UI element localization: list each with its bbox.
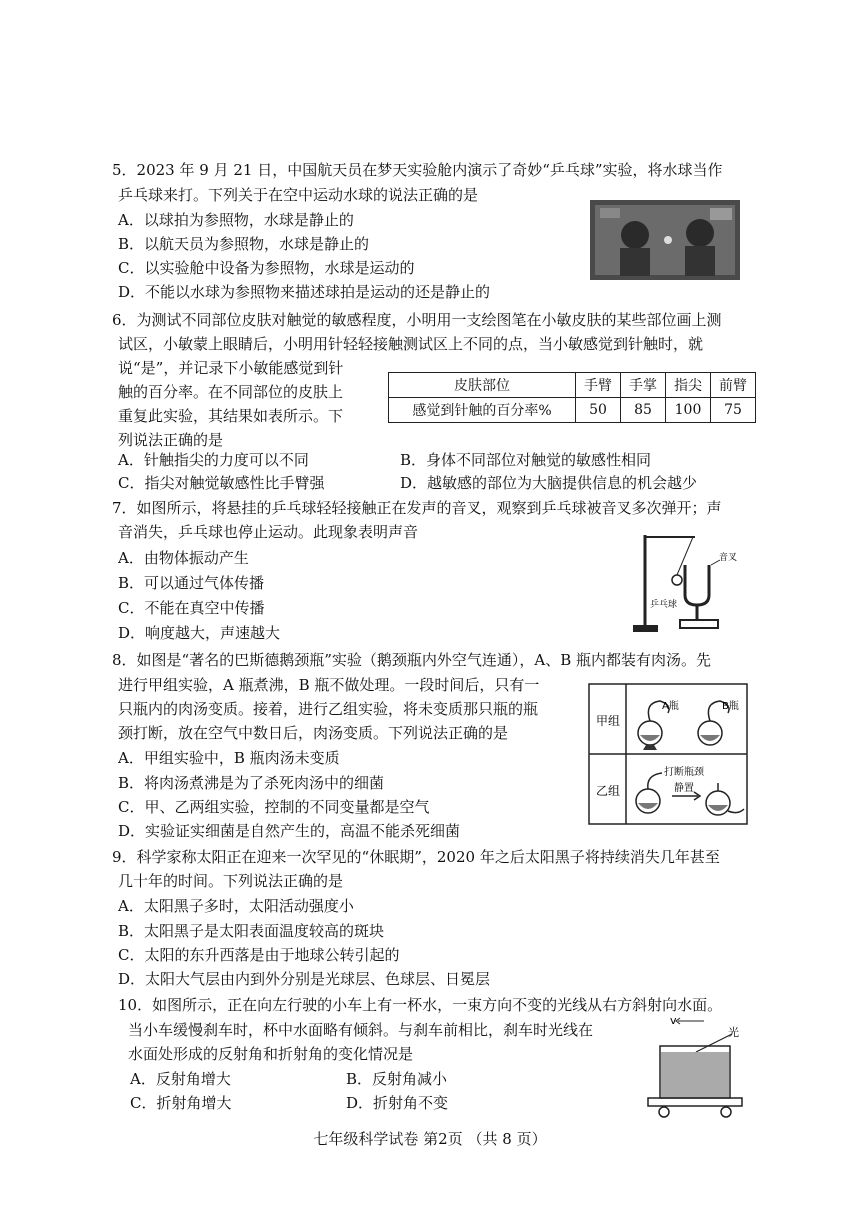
table-header-cell: 指尖 — [666, 373, 711, 398]
q7-stem-line1: 7．如图所示，将悬挂的乒乓球轻轻接触正在发声的音叉，观察到乒乓球被音叉多次弹开；声 — [112, 499, 722, 517]
q8-option-c: C．甲、乙两组实验，控制的不同变量都是空气 — [118, 798, 430, 816]
q8-stem-line3: 只瓶内的肉汤变质。接着，进行乙组实验，将未变质那只瓶的瓶 — [118, 700, 539, 718]
q5-stem-line2: 乒乓球来打。下列关于在空中运动水球的说法正确的是 — [118, 186, 479, 204]
swan-neck-flask-diagram — [588, 683, 748, 825]
q8-option-b: B．将肉汤煮沸是为了杀死肉汤中的细菌 — [118, 774, 385, 792]
page-footer: 七年级科学试卷 第2页 （共 8 页） — [313, 1130, 547, 1148]
q9-option-d: D．太阳大气层由内到外分别是光球层、色球层、日冕层 — [118, 970, 491, 988]
bottle-a-label: A瓶 — [662, 701, 679, 712]
skin-sensitivity-table — [388, 372, 756, 423]
table-header-row — [389, 373, 756, 398]
tuning-fork-diagram — [625, 525, 745, 640]
table-header-cell: 手掌 — [621, 373, 666, 398]
group1-label: 甲组 — [596, 714, 621, 728]
q6-stem-line6: 列说法正确的是 — [118, 431, 224, 449]
table-cell: 100 — [666, 398, 711, 423]
q6-option-d: D．越敏感的部位为大脑提供信息的机会越少 — [400, 474, 698, 492]
q5-option-c: C．以实验舱中设备为参照物，水球是运动的 — [118, 259, 415, 277]
fork-label: 音叉 — [719, 553, 738, 563]
q10-option-a: A．反射角增大 — [130, 1070, 231, 1088]
cart-water-cup-diagram — [640, 1012, 750, 1120]
q7-option-c: C．不能在真空中传播 — [118, 599, 265, 617]
q10-option-b: B．反射角减小 — [346, 1070, 448, 1088]
q10-stem-line1: 10．如图所示，正在向左行驶的小车上有一杯水，一束方向不变的光线从右方斜射向水面。 — [118, 996, 723, 1014]
ball-label: 乒乓球 — [650, 600, 678, 610]
table-cell: 75 — [711, 398, 756, 423]
q6-option-a: A．针触指尖的力度可以不同 — [118, 451, 309, 469]
q10-option-c: C．折射角增大 — [130, 1094, 232, 1112]
break-neck-label: 打断瓶颈 — [664, 767, 704, 778]
q6-option-b: B．身体不同部位对触觉的敏感性相同 — [400, 451, 652, 469]
q5-option-a: A．以球拍为参照物，水球是静止的 — [118, 211, 354, 229]
bottle-b-label: B瓶 — [722, 701, 739, 712]
q9-option-b: B．太阳黑子是太阳表面温度较高的斑块 — [118, 922, 385, 940]
q9-option-a: A．太阳黑子多时，太阳活动强度小 — [118, 897, 354, 915]
q7-option-a: A．由物体振动产生 — [118, 549, 249, 567]
q8-stem-line1: 8．如图是“著名的巴斯德鹅颈瓶”实验（鹅颈瓶内外空气连通），A、B 瓶内都装有肉汤。先 — [112, 651, 712, 669]
q6-stem-line5: 重复此实验，其结果如表所示。下 — [118, 407, 344, 425]
q6-stem-line4: 触的百分率。在不同部位的皮肤上 — [118, 383, 344, 401]
q9-stem-line2: 几十年的时间。下列说法正确的是 — [118, 872, 344, 890]
q5-option-d: D．不能以水球为参照物来描述球拍是运动的还是静止的 — [118, 283, 491, 301]
table-header-cell: 皮肤部位 — [389, 373, 576, 398]
table-row — [389, 398, 756, 423]
q7-stem-line2: 音消失，乒乓球也停止运动。此现象表明声音 — [118, 523, 419, 541]
q6-stem-line2: 试区，小敏蒙上眼睛后，小明用针轻轻接触测试区上不同的点，当小敏感觉到针触时，就 — [118, 335, 704, 353]
q9-stem-line1: 9．科学家称太阳正在迎来一次罕见的“休眠期”，2020 年之后太阳黑子将持续消失几年甚至 — [112, 848, 720, 866]
table-header-cell: 手臂 — [576, 373, 621, 398]
space-pingpong-photo — [590, 200, 740, 280]
q10-stem-line3: 水面处形成的反射角和折射角的变化情况是 — [128, 1045, 414, 1063]
q8-stem-line2: 进行甲组实验，A 瓶煮沸，B 瓶不做处理。一段时间后，只有一 — [118, 676, 540, 694]
table-cell: 85 — [621, 398, 666, 423]
q10-option-d: D．折射角不变 — [346, 1094, 449, 1112]
table-header-cell: 前臂 — [711, 373, 756, 398]
q6-stem-line3: 说“是”，并记录下小敏能感觉到针 — [118, 359, 344, 377]
q10-stem-line2: 当小车缓慢刹车时，杯中水面略有倾斜。与刹车前相比，刹车时光线在 — [128, 1021, 594, 1039]
q5-stem-line1: 5．2023 年 9 月 21 日，中国航天员在梦天实验舱内演示了奇妙“乒乓球”实验，将水球当作 — [112, 161, 723, 179]
q7-option-b: B．可以通过气体传播 — [118, 574, 265, 592]
group2-label: 乙组 — [596, 784, 621, 798]
light-label: 光 — [728, 1026, 739, 1039]
q8-option-a: A．甲组实验中，B 瓶肉汤未变质 — [118, 749, 340, 767]
table-cell: 50 — [576, 398, 621, 423]
q9-option-c: C．太阳的东升西落是由于地球公转引起的 — [118, 946, 400, 964]
q6-option-c: C．指尖对触觉敏感性比手臂强 — [118, 474, 325, 492]
velocity-label: v — [670, 1014, 677, 1027]
q6-stem-line1: 6．为测试不同部位皮肤对触觉的敏感程度，小明用一支绘图笔在小敏皮肤的某些部位画上测 — [112, 311, 722, 329]
still-label: 静置 — [674, 783, 694, 794]
q7-option-d: D．响度越大，声速越大 — [118, 624, 281, 642]
q8-stem-line4: 颈打断，放在空气中数日后，肉汤变质。下列说法正确的是 — [118, 724, 509, 742]
table-cell: 感觉到针触的百分率% — [389, 398, 576, 423]
q8-option-d: D．实验证实细菌是自然产生的，高温不能杀死细菌 — [118, 822, 461, 840]
q5-option-b: B．以航天员为参照物，水球是静止的 — [118, 235, 370, 253]
